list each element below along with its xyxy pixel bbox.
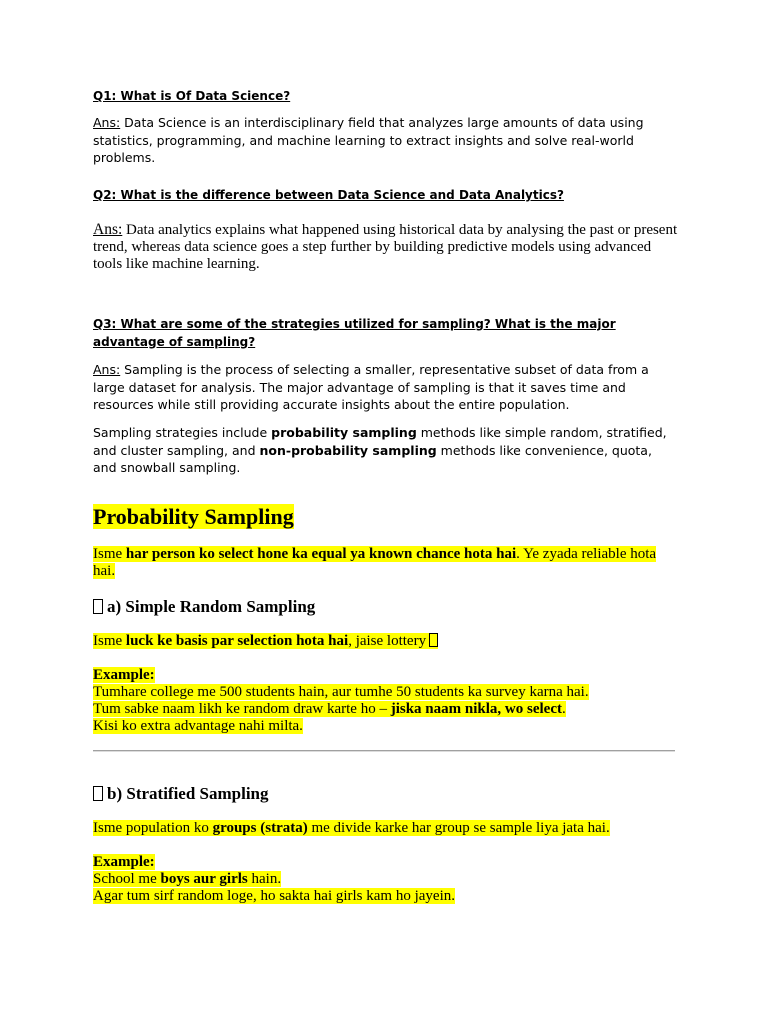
q3-strategies: [93, 424, 678, 477]
stratified-example-line-1-text-1: School me: [93, 871, 161, 887]
simple-random-heading-text: a) Simple Random Sampling: [107, 597, 316, 616]
q3-strategies-text-2: methods like simple random, stratified, and cluster sampling, and: [93, 425, 667, 458]
checkbox-glyph-icon: [93, 599, 103, 614]
simple-random-heading: [93, 597, 678, 617]
q3-question: Q3: What are some of the strategies utilized for sampling? What is the major advantage of sampling?: [93, 317, 616, 349]
q1-question: Q1: What is Of Data Science?: [93, 89, 291, 103]
simple-random-desc: [93, 633, 678, 650]
probability-heading: [93, 504, 678, 530]
q3-answer-text: Sampling is the process of selecting a smaller, representative subset of data from a large dataset for analysis. The major advantage of sampling is that it saves time and resources while still providing accurate insights about the entire population.: [93, 362, 649, 412]
stratified-example-line-1-text-2: hain.: [247, 871, 282, 887]
q3-answer: [93, 361, 678, 414]
stratified-example-line-2: Agar tum sirf random loge, ho sakta hai girls kam ho jayein.: [93, 888, 455, 904]
q2-question: Q2: What is the difference between Data Science and Data Analytics?: [93, 188, 564, 202]
simple-random-example-line-2-text-1: Tum sabke naam likh ke random draw karte ho –: [93, 701, 391, 717]
q1-answer: [93, 114, 678, 167]
simple-random-example: [93, 667, 678, 735]
q1-ans-label: Ans:: [93, 115, 121, 130]
probability-intro: [93, 546, 678, 580]
stratified-heading: [93, 784, 678, 804]
stratified-desc: [93, 820, 678, 837]
stratified-example-label: Example:: [93, 854, 155, 870]
q3-strategies-bold-1: probability sampling: [271, 425, 417, 440]
q2-ans-label: Ans:: [93, 221, 123, 238]
q2-answer: [93, 221, 678, 273]
simple-random-example-line-1: Tumhare college me 500 students hain, aur tumhe 50 students ka survey karna hai.: [93, 684, 589, 700]
simple-random-desc-text-2: , jaise lottery: [348, 633, 427, 649]
q3-strategies-text-1: Sampling strategies include: [93, 425, 272, 440]
stratified-desc-bold: groups (strata): [212, 820, 308, 836]
probability-intro-bold: har person ko select hone ka equal ya known chance hota hai: [125, 546, 517, 562]
probability-heading-text: Probability Sampling: [93, 504, 294, 529]
stratified-example-line-1-bold: boys aur girls: [160, 871, 248, 887]
checkbox-glyph-icon: [93, 786, 103, 801]
stratified-desc-text-2: me divide karke har group se sample liya jata hai.: [307, 820, 610, 836]
q3-ans-label: Ans:: [93, 362, 121, 377]
q3-strategies-bold-2: non-probability sampling: [259, 442, 437, 458]
q3-strategies-text-3: methods like convenience, quota, and snowball sampling.: [93, 442, 652, 475]
horizontal-divider: [93, 750, 675, 752]
stratified-example: [93, 854, 678, 905]
q1-answer-text: Data Science is an interdisciplinary field that analyzes large amounts of data using statistics, programming, and machine learning to extract insights and solve real-world problems.: [93, 115, 644, 165]
probability-intro-text-1: Isme: [93, 546, 126, 562]
simple-random-desc-text-1: Isme: [93, 633, 126, 649]
simple-random-example-line-2-text-2: .: [561, 701, 566, 717]
simple-random-example-line-2-bold: jiska naam nikla, wo select: [390, 701, 562, 717]
lottery-glyph-icon: [429, 633, 438, 647]
q2-answer-text: Data analytics explains what happened using historical data by analysing the past or present trend, whereas data science goes a step further by building predictive models using advanced tools like machine learning.: [93, 222, 678, 272]
stratified-desc-text-1: Isme population ko: [93, 820, 213, 836]
simple-random-example-label: Example:: [93, 667, 155, 683]
simple-random-example-line-3: Kisi ko extra advantage nahi milta.: [93, 718, 303, 734]
stratified-heading-text: b) Stratified Sampling: [107, 784, 269, 803]
simple-random-desc-bold: luck ke basis par selection hota hai: [125, 633, 349, 649]
probability-intro-text-2: . Ye zyada reliable hota hai.: [93, 546, 657, 579]
